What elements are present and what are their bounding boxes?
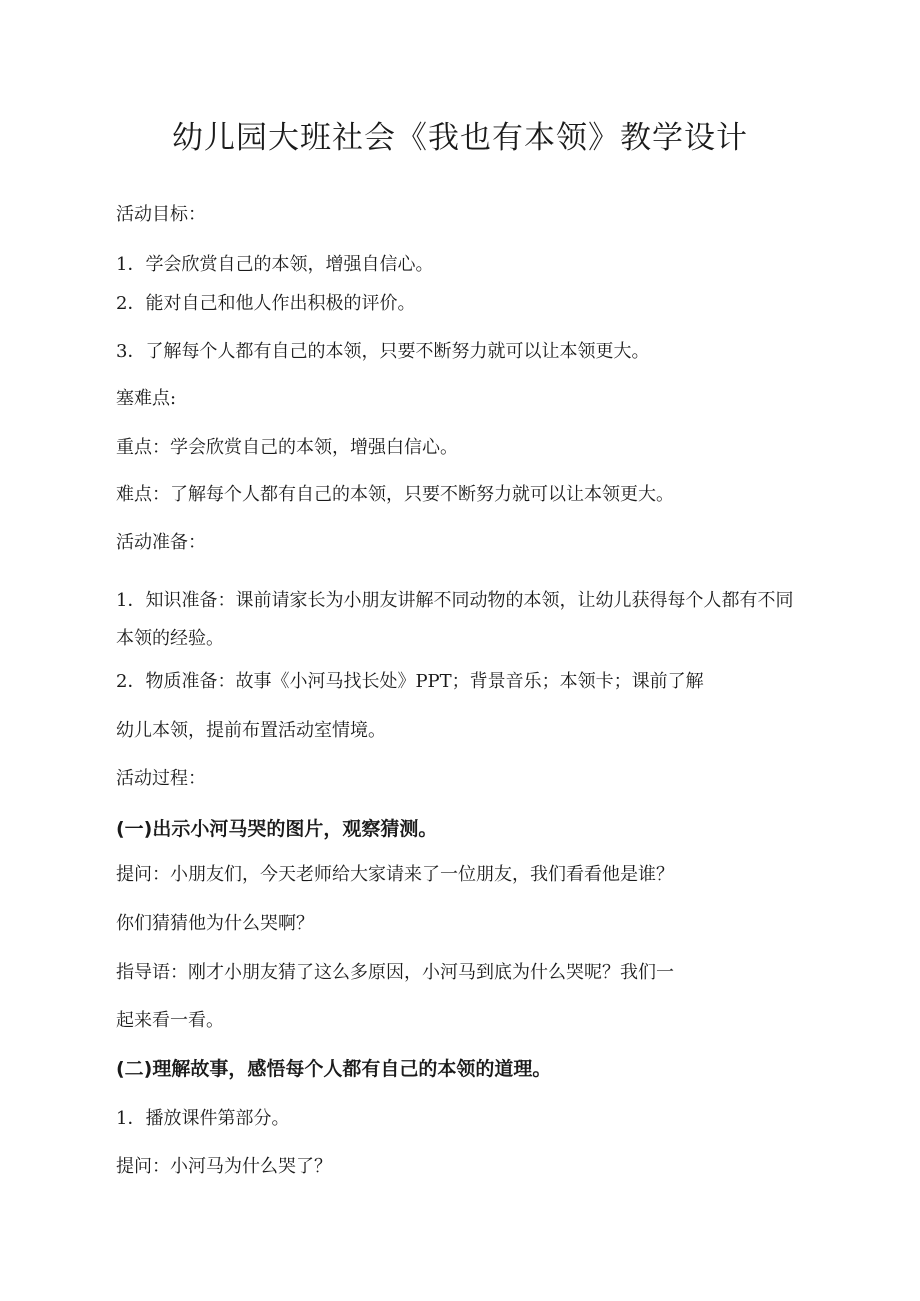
guidance-text-continued: 起来看一看。 <box>116 1010 224 1031</box>
objective-item: 3．了解每个人都有自己的本领，只要不断努力就可以让本领更大。 <box>116 341 650 362</box>
preparation-item-continued: 幼儿本领，提前布置活动室情境。 <box>116 720 386 741</box>
question-text: 提问：小河马为什么哭了？ <box>116 1156 332 1177</box>
process-item: 1．播放课件第部分。 <box>116 1108 290 1129</box>
preparation-item: 1．知识准备：课前请家长为小朋友讲解不同动物的本领，让幼儿获得每个人都有不同本领的经验。 <box>116 590 794 649</box>
process-step-heading: (二)理解故事，感悟每个人都有自己的本领的道理。 <box>116 1058 552 1080</box>
process-step-heading: (一)出示小河马哭的图片，观察猜测。 <box>116 818 438 840</box>
question-text-continued: 你们猜猜他为什么哭啊？ <box>116 913 314 934</box>
section-label-process: 活动过程： <box>116 768 206 789</box>
preparation-item: 2．物质准备：故事《小河马找长处》PPT；背景音乐；本领卡；课前了解 <box>116 671 704 692</box>
section-label-preparation: 活动准备： <box>116 532 206 553</box>
objective-item: 2．能对自己和他人作出积极的评价。 <box>116 293 416 314</box>
document-title: 幼儿园大班社会《我也有本领》教学设计 <box>172 120 748 156</box>
objective-item: 1．学会欣赏自己的本领，增强自信心。 <box>116 254 434 275</box>
key-point: 重点：学会欣赏自己的本领，增强白信心。 <box>116 437 458 458</box>
section-label-key-points: 塞难点: <box>116 388 177 409</box>
section-label-objectives: 活动目标： <box>116 204 206 225</box>
guidance-text: 指导语：刚才小朋友猜了这么多原因，小河马到底为什么哭呢？我们一 <box>116 962 674 983</box>
difficult-point: 难点：了解每个人都有自己的本领，只要不断努力就可以让本领更大。 <box>116 484 674 505</box>
question-text: 提问：小朋友们，今天老师给大家请来了一位朋友，我们看看他是谁？ <box>116 864 674 885</box>
